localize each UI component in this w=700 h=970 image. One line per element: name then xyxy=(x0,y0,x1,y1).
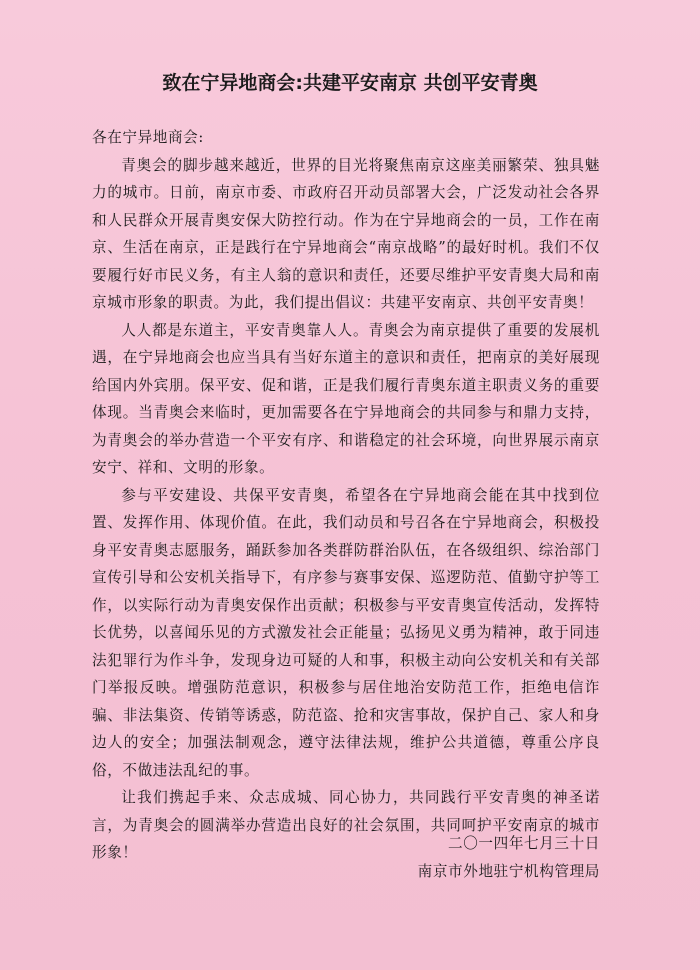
paragraph-2: 人人都是东道主，平安青奥靠人人。青奥会为南京提供了重要的发展机遇，在宁异地商会也应当具有当好东道主的意识和责任，把南京的美好展现给国内外宾朋。保平安、促和谐，正是我们履行青奥东道主职责义务的重要体现。当青奥会来临时，更加需要各在宁异地商会的共同参与和鼎力支持，为青奥会的举办营造一个平安有序、和谐稳定的社会环境，向世界展示南京安宁、祥和、文明的形象。 xyxy=(92,321,600,476)
signature-issuer: 南京市外地驻宁机构管理局 xyxy=(417,863,600,880)
paragraph-4: 让我们携起手来、众志成城、同心协力，共同践行平安青奥的神圣诺言，为青奥会的圆满举办营造出良好的社会氛围，共同呵护平安南京的城市形象！ xyxy=(92,789,600,861)
paragraph-1: 青奥会的脚步越来越近，世界的目光将聚焦南京这座美丽繁荣、独具魅力的城市。日前，南京市委、市政府召开动员部署大会，广泛发动社会各界和人民群众开展青奥安保大防控行动。作为在宁异地商会的一员，工作在南京、生活在南京，正是践行在宁异地商会“南京战略”的最好时机。我们不仅要履行好市民义务，有主人翁的意识和责任，还要尽维护平安青奥大局和南京城市形象的职责。为此，我们提出倡议：共建平安南京、共创平安青奥！ xyxy=(92,156,600,311)
paragraph-3: 参与平安建设、共保平安青奥，希望各在宁异地商会能在其中找到位置、发挥作用、体现价值。在此，我们动员和号召各在宁异地商会，积极投身平安青奥志愿服务，踊跃参加各类群防群治队伍，在各级组织、综治部门宣传引导和公安机关指导下，有序参与赛事安保、巡逻防范、值勤守护等工作，以实际行动为青奥安保作出贡献；积极参与平安青奥宣传活动，发挥特长优势，以喜闻乐见的方式激发社会正能量；弘扬见义勇为精神，敢于同违法犯罪行为作斗争，发现身边可疑的人和事，积极主动向公安机关和有关部门举报反映。增强防范意识，积极参与居住地治安防范工作，拒绝电信诈骗、非法集资、传销等诱惑，防范盗、抢和灾害事故，保护自己、家人和身边人的安全；加强法制观念，遵守法律法规，维护公共道德，尊重公序良俗，不做违法乱纪的事。 xyxy=(92,486,600,779)
letter-title: 致在宁异地商会:共建平安南京 共创平安青奥 xyxy=(162,72,538,94)
salutation: 各在宁异地商会: xyxy=(92,129,204,146)
signature-date: 二〇一四年七月三十日 xyxy=(448,835,600,852)
letter-body xyxy=(92,124,600,867)
